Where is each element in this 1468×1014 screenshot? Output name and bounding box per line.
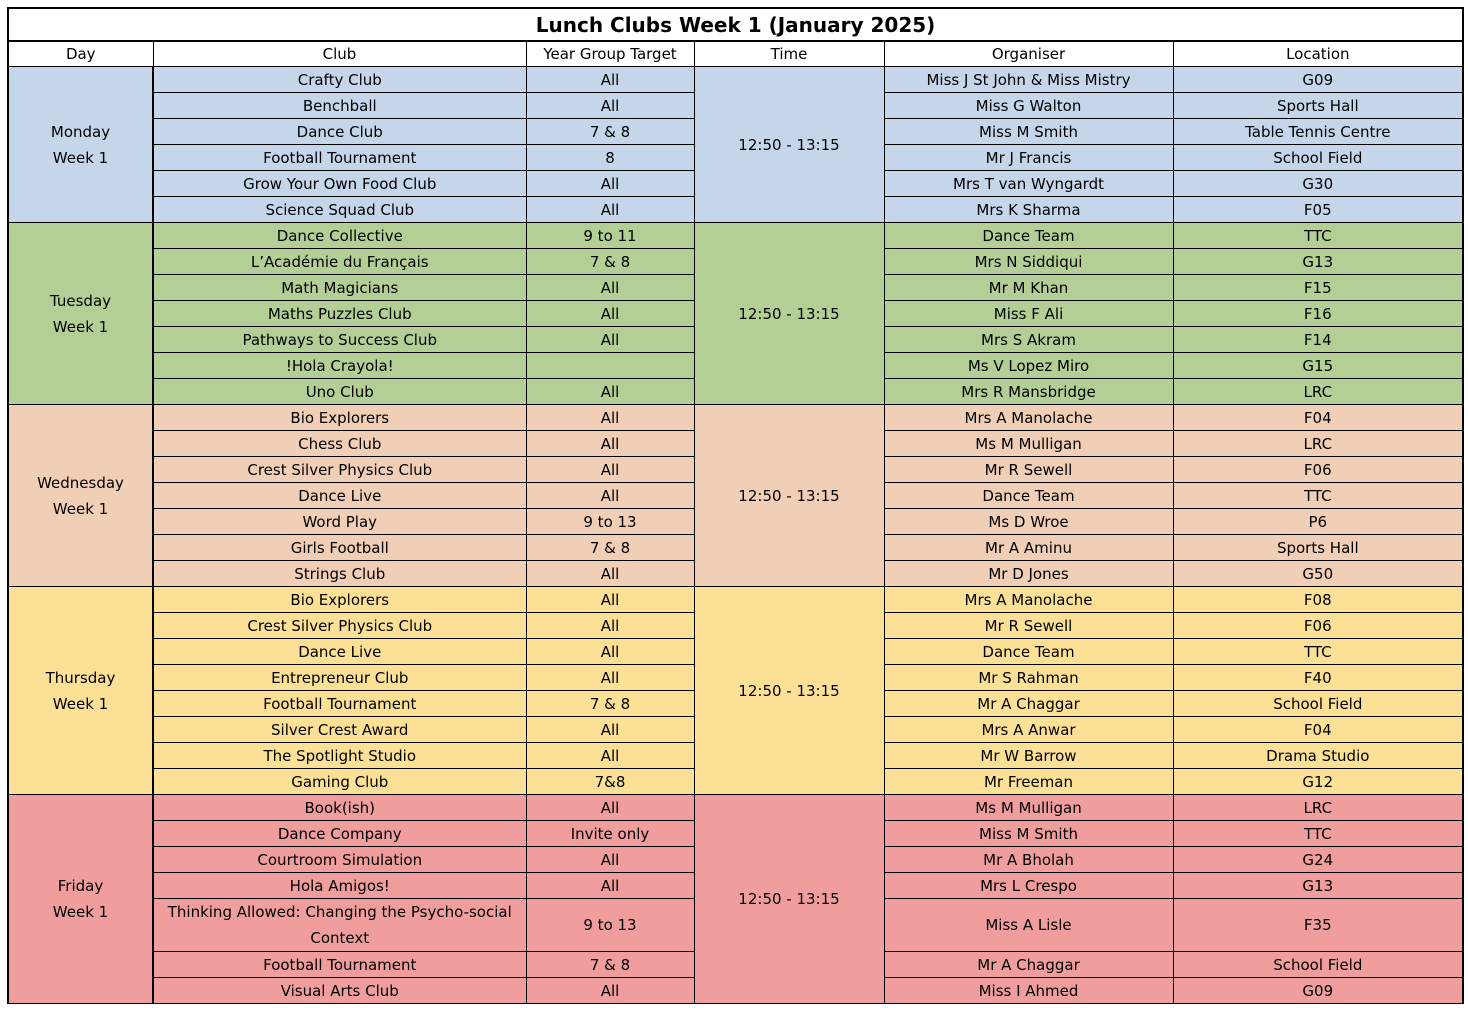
club-cell: Dance Club bbox=[153, 119, 526, 145]
year-group-cell: 7 & 8 bbox=[526, 119, 694, 145]
day-label: Friday bbox=[57, 877, 104, 895]
organiser-cell: Mrs A Anwar bbox=[884, 717, 1173, 743]
location-cell: LRC bbox=[1173, 431, 1463, 457]
year-group-cell: All bbox=[526, 847, 694, 873]
club-cell: Word Play bbox=[153, 509, 526, 535]
header-location: Location bbox=[1173, 41, 1463, 67]
year-group-cell: All bbox=[526, 171, 694, 197]
week-label: Week 1 bbox=[52, 694, 109, 713]
year-group-cell: 9 to 11 bbox=[526, 223, 694, 249]
club-cell: Dance Live bbox=[153, 639, 526, 665]
day-label: Wednesday bbox=[37, 473, 124, 492]
year-group-cell: All bbox=[526, 483, 694, 509]
club-cell: Strings Club bbox=[153, 561, 526, 587]
week-label: Week 1 bbox=[52, 499, 109, 518]
club-cell: Gaming Club bbox=[153, 769, 526, 795]
club-cell: Entrepreneur Club bbox=[153, 665, 526, 691]
table-row bbox=[8, 587, 1463, 613]
year-group-cell: All bbox=[526, 197, 694, 223]
location-cell: School Field bbox=[1173, 691, 1463, 717]
day-cell bbox=[8, 67, 153, 223]
organiser-cell: Dance Team bbox=[884, 483, 1173, 509]
location-cell: TTC bbox=[1173, 483, 1463, 509]
club-cell: The Spotlight Studio bbox=[153, 743, 526, 769]
year-group-cell: All bbox=[526, 431, 694, 457]
organiser-cell: Ms D Wroe bbox=[884, 509, 1173, 535]
year-group-cell: Invite only bbox=[526, 821, 694, 847]
location-cell: School Field bbox=[1173, 145, 1463, 171]
location-cell: F04 bbox=[1173, 405, 1463, 431]
club-cell: Uno Club bbox=[153, 379, 526, 405]
year-group-cell: All bbox=[526, 327, 694, 353]
week-label: Week 1 bbox=[52, 148, 109, 167]
club-cell: Crest Silver Physics Club bbox=[153, 457, 526, 483]
organiser-cell: Miss F Ali bbox=[884, 301, 1173, 327]
header-club: Club bbox=[153, 41, 526, 67]
location-cell: F06 bbox=[1173, 457, 1463, 483]
location-cell: TTC bbox=[1173, 821, 1463, 847]
organiser-cell: Dance Team bbox=[884, 639, 1173, 665]
day-label: Monday bbox=[50, 122, 111, 141]
location-cell: F14 bbox=[1173, 327, 1463, 353]
day-cell bbox=[8, 405, 153, 587]
header-year-group: Year Group Target bbox=[526, 41, 694, 67]
club-cell: Girls Football bbox=[153, 535, 526, 561]
time-cell: 12:50 - 13:15 bbox=[694, 795, 884, 1004]
location-cell: F08 bbox=[1173, 587, 1463, 613]
organiser-cell: Miss A Lisle bbox=[884, 899, 1173, 952]
location-cell: G15 bbox=[1173, 353, 1463, 379]
location-cell: G12 bbox=[1173, 769, 1463, 795]
organiser-cell: Dance Team bbox=[884, 223, 1173, 249]
club-cell: !Hola Crayola! bbox=[153, 353, 526, 379]
organiser-cell: Mr W Barrow bbox=[884, 743, 1173, 769]
location-cell: TTC bbox=[1173, 223, 1463, 249]
year-group-cell: All bbox=[526, 301, 694, 327]
year-group-cell: All bbox=[526, 379, 694, 405]
organiser-cell: Mr R Sewell bbox=[884, 613, 1173, 639]
header-time: Time bbox=[694, 41, 884, 67]
organiser-cell: Mrs T van Wyngardt bbox=[884, 171, 1173, 197]
organiser-cell: Mr A Aminu bbox=[884, 535, 1173, 561]
location-cell: G09 bbox=[1173, 978, 1463, 1004]
day-label: Tuesday bbox=[49, 291, 112, 310]
location-cell: G09 bbox=[1173, 67, 1463, 93]
organiser-cell: Miss M Smith bbox=[884, 119, 1173, 145]
club-cell: Thinking Allowed: Changing the Psycho-social Context bbox=[153, 899, 526, 952]
day-label: Thursday bbox=[45, 668, 116, 687]
location-cell: Sports Hall bbox=[1173, 535, 1463, 561]
organiser-cell: Miss J St John & Miss Mistry bbox=[884, 67, 1173, 93]
club-cell: Courtroom Simulation bbox=[153, 847, 526, 873]
club-cell: Visual Arts Club bbox=[153, 978, 526, 1004]
club-cell: Football Tournament bbox=[153, 952, 526, 978]
week-label: Week 1 bbox=[52, 317, 109, 336]
organiser-cell: Mrs N Siddiqui bbox=[884, 249, 1173, 275]
location-cell: F16 bbox=[1173, 301, 1463, 327]
time-cell: 12:50 - 13:15 bbox=[694, 223, 884, 405]
day-cell bbox=[8, 587, 153, 795]
location-cell: G13 bbox=[1173, 873, 1463, 899]
year-group-cell: 7 & 8 bbox=[526, 691, 694, 717]
club-cell: Football Tournament bbox=[153, 691, 526, 717]
location-cell: TTC bbox=[1173, 639, 1463, 665]
year-group-cell: 7&8 bbox=[526, 769, 694, 795]
organiser-cell: Mrs K Sharma bbox=[884, 197, 1173, 223]
year-group-cell: All bbox=[526, 665, 694, 691]
table-row bbox=[8, 795, 1463, 821]
year-group-cell: All bbox=[526, 795, 694, 821]
club-cell: Dance Company bbox=[153, 821, 526, 847]
organiser-cell: Ms M Mulligan bbox=[884, 431, 1173, 457]
organiser-cell: Mrs L Crespo bbox=[884, 873, 1173, 899]
location-cell: F06 bbox=[1173, 613, 1463, 639]
year-group-cell: All bbox=[526, 587, 694, 613]
day-cell bbox=[8, 223, 153, 405]
organiser-cell: Mr D Jones bbox=[884, 561, 1173, 587]
location-cell: P6 bbox=[1173, 509, 1463, 535]
location-cell: G13 bbox=[1173, 249, 1463, 275]
location-cell: School Field bbox=[1173, 952, 1463, 978]
club-cell: L’Académie du Français bbox=[153, 249, 526, 275]
organiser-cell: Mr J Francis bbox=[884, 145, 1173, 171]
organiser-cell: Mr S Rahman bbox=[884, 665, 1173, 691]
lunch-clubs-table bbox=[7, 7, 1464, 1004]
organiser-cell: Mr A Bholah bbox=[884, 847, 1173, 873]
club-cell: Hola Amigos! bbox=[153, 873, 526, 899]
organiser-cell: Ms V Lopez Miro bbox=[884, 353, 1173, 379]
year-group-cell: All bbox=[526, 873, 694, 899]
location-cell: F05 bbox=[1173, 197, 1463, 223]
club-cell: Silver Crest Award bbox=[153, 717, 526, 743]
location-cell: G30 bbox=[1173, 171, 1463, 197]
club-cell: Crest Silver Physics Club bbox=[153, 613, 526, 639]
organiser-cell: Miss G Walton bbox=[884, 93, 1173, 119]
club-cell: Grow Your Own Food Club bbox=[153, 171, 526, 197]
year-group-cell: 7 & 8 bbox=[526, 249, 694, 275]
year-group-cell: 8 bbox=[526, 145, 694, 171]
table-row bbox=[8, 67, 1463, 93]
table-row bbox=[8, 223, 1463, 249]
club-cell: Crafty Club bbox=[153, 67, 526, 93]
location-cell: G50 bbox=[1173, 561, 1463, 587]
club-cell: Bio Explorers bbox=[153, 587, 526, 613]
club-cell: Dance Live bbox=[153, 483, 526, 509]
organiser-cell: Mrs A Manolache bbox=[884, 587, 1173, 613]
location-cell: F40 bbox=[1173, 665, 1463, 691]
location-cell: G24 bbox=[1173, 847, 1463, 873]
year-group-cell bbox=[526, 353, 694, 379]
schedule-sheet bbox=[7, 7, 1464, 1004]
year-group-cell: 7 & 8 bbox=[526, 535, 694, 561]
schedule-body bbox=[8, 67, 1463, 1004]
club-cell: Bio Explorers bbox=[153, 405, 526, 431]
location-cell: Table Tennis Centre bbox=[1173, 119, 1463, 145]
table-row bbox=[8, 405, 1463, 431]
club-cell: Pathways to Success Club bbox=[153, 327, 526, 353]
club-cell: Book(ish) bbox=[153, 795, 526, 821]
year-group-cell: All bbox=[526, 275, 694, 301]
location-cell: Drama Studio bbox=[1173, 743, 1463, 769]
location-cell: Sports Hall bbox=[1173, 93, 1463, 119]
organiser-cell: Miss I Ahmed bbox=[884, 978, 1173, 1004]
location-cell: F15 bbox=[1173, 275, 1463, 301]
header-row bbox=[8, 41, 1463, 67]
year-group-cell: All bbox=[526, 457, 694, 483]
club-cell: Chess Club bbox=[153, 431, 526, 457]
year-group-cell: 9 to 13 bbox=[526, 899, 694, 952]
organiser-cell: Mr A Chaggar bbox=[884, 952, 1173, 978]
time-cell: 12:50 - 13:15 bbox=[694, 67, 884, 223]
year-group-cell: All bbox=[526, 405, 694, 431]
organiser-cell: Mrs A Manolache bbox=[884, 405, 1173, 431]
organiser-cell: Mr Freeman bbox=[884, 769, 1173, 795]
time-cell: 12:50 - 13:15 bbox=[694, 405, 884, 587]
year-group-cell: All bbox=[526, 93, 694, 119]
location-cell: LRC bbox=[1173, 379, 1463, 405]
organiser-cell: Ms M Mulligan bbox=[884, 795, 1173, 821]
organiser-cell: Mrs S Akram bbox=[884, 327, 1173, 353]
time-cell: 12:50 - 13:15 bbox=[694, 587, 884, 795]
organiser-cell: Mr M Khan bbox=[884, 275, 1173, 301]
year-group-cell: All bbox=[526, 978, 694, 1004]
club-cell: Dance Collective bbox=[153, 223, 526, 249]
day-cell bbox=[8, 795, 153, 1004]
organiser-cell: Miss M Smith bbox=[884, 821, 1173, 847]
club-cell: Maths Puzzles Club bbox=[153, 301, 526, 327]
year-group-cell: All bbox=[526, 561, 694, 587]
week-label: Week 1 bbox=[52, 903, 109, 921]
year-group-cell: 9 to 13 bbox=[526, 509, 694, 535]
location-cell: F35 bbox=[1173, 899, 1463, 952]
organiser-cell: Mr R Sewell bbox=[884, 457, 1173, 483]
club-cell: Math Magicians bbox=[153, 275, 526, 301]
year-group-cell: All bbox=[526, 743, 694, 769]
club-cell: Science Squad Club bbox=[153, 197, 526, 223]
year-group-cell: All bbox=[526, 717, 694, 743]
location-cell: F04 bbox=[1173, 717, 1463, 743]
organiser-cell: Mrs R Mansbridge bbox=[884, 379, 1173, 405]
header-organiser: Organiser bbox=[884, 41, 1173, 67]
club-cell: Benchball bbox=[153, 93, 526, 119]
year-group-cell: All bbox=[526, 639, 694, 665]
location-cell: LRC bbox=[1173, 795, 1463, 821]
page-title: Lunch Clubs Week 1 (January 2025) bbox=[8, 8, 1463, 41]
header-day: Day bbox=[8, 41, 153, 67]
year-group-cell: All bbox=[526, 67, 694, 93]
organiser-cell: Mr A Chaggar bbox=[884, 691, 1173, 717]
club-cell: Football Tournament bbox=[153, 145, 526, 171]
year-group-cell: All bbox=[526, 613, 694, 639]
year-group-cell: 7 & 8 bbox=[526, 952, 694, 978]
